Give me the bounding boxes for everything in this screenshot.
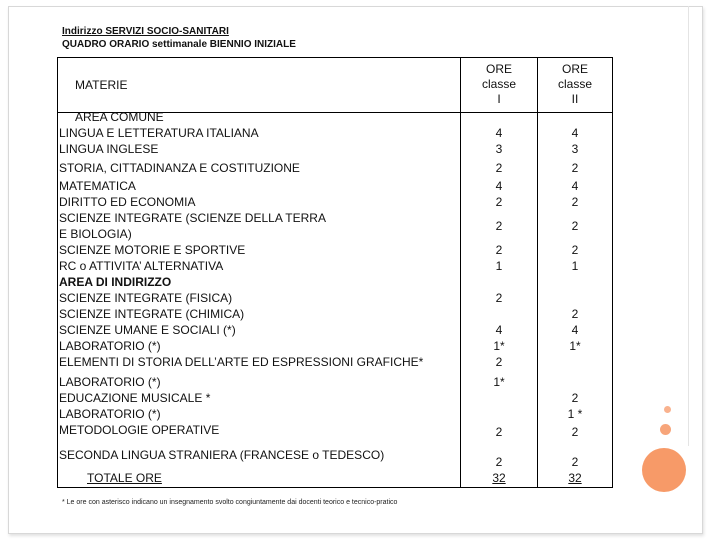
subject-label: SCIENZE INTEGRATE (SCIENZE DELLA TERRA — [59, 211, 326, 225]
subject-label-continued: E BIOLOGIA) — [59, 227, 132, 241]
total-classe-1 — [470, 471, 528, 485]
hours-classe-1: 2 — [495, 219, 503, 233]
hours-classe-1: 2 — [495, 291, 503, 305]
hours-classe-2: 2 — [571, 455, 579, 469]
column-divider-1 — [460, 58, 461, 487]
hours-classe-1: 4 — [495, 323, 503, 337]
subject-label: DIRITTO ED ECONOMIA — [59, 195, 196, 209]
hours-classe-2: 2 — [571, 307, 579, 321]
table-row — [59, 259, 223, 273]
column-header-classe-2 — [546, 62, 604, 107]
hours-classe-2: 2 — [571, 161, 579, 175]
total-classe-1-value: 32 — [492, 471, 506, 485]
hours-classe-1: 4 — [495, 179, 503, 193]
hours-classe-2: 1 * — [567, 407, 583, 421]
hours-classe-1: 2 — [495, 425, 503, 439]
table-row — [59, 391, 210, 405]
hours-classe-2: 4 — [571, 323, 579, 337]
subject-label: RC o ATTIVITA’ ALTERNATIVA — [59, 259, 224, 273]
total-row — [87, 471, 162, 485]
table-row — [59, 195, 195, 209]
accent-line — [688, 6, 689, 446]
subject-label: LABORATORIO (*) — [59, 407, 161, 421]
subject-label: LINGUA INGLESE — [59, 142, 159, 156]
hours-classe-2: 1 — [571, 259, 579, 273]
hours-classe-1: 2 — [495, 195, 503, 209]
subject-label: SCIENZE MOTORIE E SPORTIVE — [59, 243, 246, 257]
header-ore-2: ORE — [561, 62, 588, 76]
header-classe-1-number: I — [497, 92, 501, 106]
table-row — [59, 355, 423, 369]
hours-classe-2: 2 — [571, 219, 579, 233]
total-label: TOTALE ORE — [87, 471, 162, 485]
hours-classe-2: 4 — [571, 126, 579, 140]
hours-classe-1: 2 — [495, 243, 503, 257]
table-row — [59, 375, 161, 389]
hours-classe-1: 2 — [495, 355, 503, 369]
decorative-circle-medium — [660, 424, 671, 435]
table-row — [59, 323, 236, 337]
subject-label: SCIENZE INTEGRATE (CHIMICA) — [59, 307, 245, 321]
hours-classe-2: 4 — [571, 179, 579, 193]
decorative-circle-small — [664, 406, 671, 413]
decorative-circle-large — [642, 448, 686, 492]
table-row — [59, 307, 244, 321]
hours-classe-2: 1* — [569, 339, 581, 353]
table-row — [59, 211, 326, 241]
subject-label: LINGUA E LETTERATURA ITALIANA — [59, 126, 259, 140]
hours-classe-1: 4 — [495, 126, 503, 140]
hours-classe-1: 2 — [495, 455, 503, 469]
column-header-classe-1 — [470, 62, 528, 107]
section-area-comune: AREA COMUNE — [75, 110, 164, 124]
subject-label: STORIA, CITTADINANZA E COSTITUZIONE — [59, 161, 300, 175]
subject-label: SECONDA LINGUA STRANIERA (FRANCESE o TEDESCO) — [59, 448, 385, 462]
hours-classe-2: 2 — [571, 243, 579, 257]
table-row — [59, 448, 384, 462]
hours-classe-1: 1* — [493, 375, 505, 389]
subject-label: LABORATORIO (*) — [59, 339, 161, 353]
hours-classe-1: 2 — [495, 161, 503, 175]
header-ore-1: ORE — [485, 62, 512, 76]
subject-label: MATEMATICA — [59, 179, 136, 193]
footnote: * Le ore con asterisco indicano un insegnamento svolto congiuntamente dai docenti teorico e tecnico-pratico — [62, 499, 398, 506]
hours-classe-2: 2 — [571, 391, 579, 405]
table-row — [59, 126, 259, 140]
table-row — [59, 161, 300, 175]
table-row — [59, 243, 245, 257]
header-classe-1-label: classe — [481, 77, 516, 91]
column-divider-2 — [537, 58, 538, 487]
section-area-indirizzo: AREA DI INDIRIZZO — [59, 275, 172, 289]
table-row — [59, 142, 158, 156]
subject-label: METODOLOGIE OPERATIVE — [59, 423, 220, 437]
subject-label: SCIENZE INTEGRATE (FISICA) — [59, 291, 233, 305]
column-header-materie: MATERIE — [75, 78, 128, 92]
table-row — [59, 339, 161, 353]
header-classe-2-label: classe — [557, 77, 592, 91]
subject-label: LABORATORIO (*) — [59, 375, 161, 389]
hours-classe-2: 3 — [571, 142, 579, 156]
hours-classe-2: 2 — [571, 195, 579, 209]
table-row — [59, 407, 161, 421]
hours-classe-1: 1 — [495, 259, 503, 273]
table-row — [59, 179, 136, 193]
total-classe-2-value: 32 — [568, 471, 582, 485]
header-quadro-orario: QUADRO ORARIO settimanale BIENNIO INIZIALE — [62, 39, 296, 50]
table-row — [59, 423, 219, 437]
hours-classe-1: 3 — [495, 142, 503, 156]
hours-classe-1: 1* — [493, 339, 505, 353]
header-classe-2-number: II — [571, 92, 579, 106]
subject-label: ELEMENTI DI STORIA DELL’ARTE ED ESPRESSIONI GRAFICHE* — [59, 355, 424, 369]
total-classe-2 — [546, 471, 604, 485]
subject-label: EDUCAZIONE MUSICALE * — [59, 391, 211, 405]
hours-classe-2: 2 — [571, 425, 579, 439]
table-row — [59, 291, 232, 305]
subject-label: SCIENZE UMANE E SOCIALI (*) — [59, 323, 236, 337]
header-indirizzo: Indirizzo SERVIZI SOCIO-SANITARI — [62, 26, 229, 37]
